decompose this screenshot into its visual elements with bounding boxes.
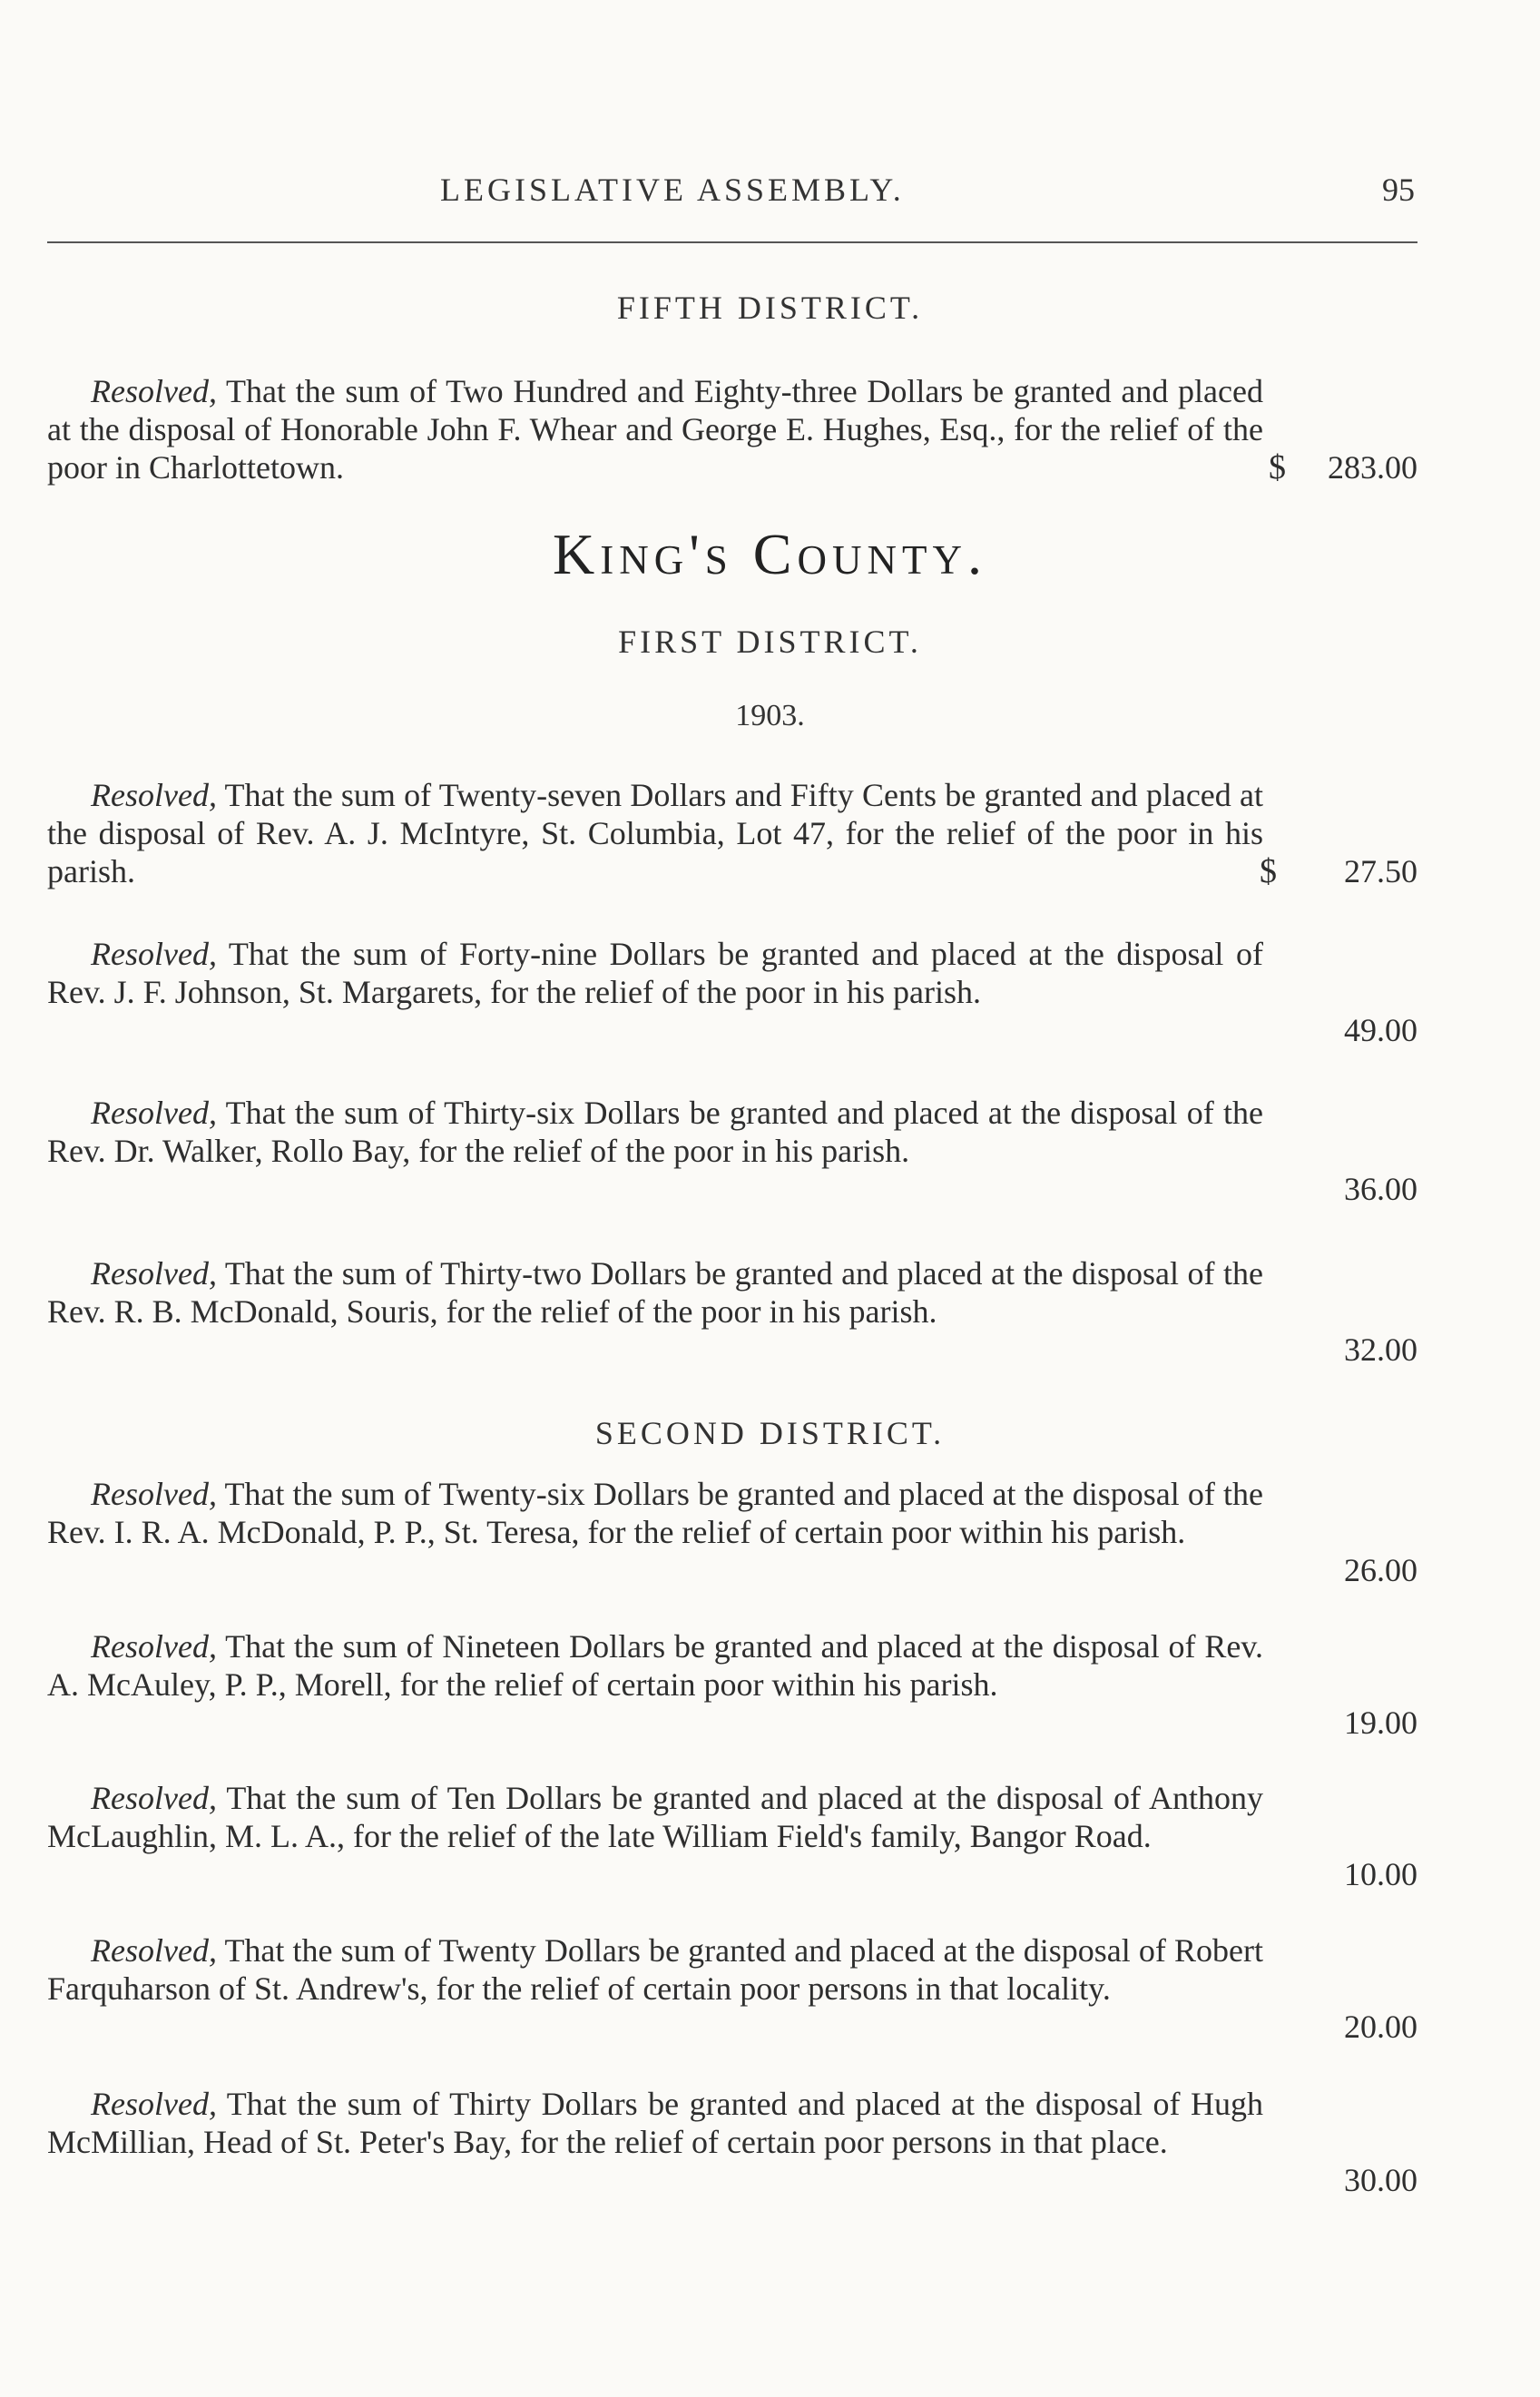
resolution-body: That the sum of Twenty-seven Dollars and Fifty Cents be granted and placed at the disposal of Rev. A. J. McIntyre, St. Columbia, Lot 47, for the relief of the poor in his parish.	[47, 777, 1263, 889]
dollar-sign: $	[1260, 852, 1277, 890]
resolution-body: That the sum of Two Hundred and Eighty-three Dollars be granted and placed at the disposal of Honorable John F. Whear and George E. Hughes, Esq., for the relief of the poor in Charlottetown.	[47, 373, 1263, 486]
amount: 27.50	[1344, 853, 1417, 889]
resolution-entry	[47, 1475, 1417, 1589]
second-district-heading: SECOND DISTRICT.	[594, 1415, 946, 1451]
amount: 10.00	[1344, 1856, 1417, 1892]
resolved-lead: Resolved,	[91, 777, 217, 813]
resolution-entry	[47, 776, 1417, 890]
resolution-text	[47, 935, 1263, 1011]
resolved-lead: Resolved,	[91, 1628, 217, 1665]
page-number: 95	[1382, 172, 1415, 208]
resolution-entry	[47, 1931, 1417, 2046]
resolution-text	[47, 1094, 1263, 1170]
resolved-lead: Resolved,	[91, 1095, 217, 1131]
resolution-text	[47, 1627, 1263, 1704]
amount: 19.00	[1344, 1704, 1417, 1741]
resolved-lead: Resolved,	[91, 1780, 217, 1816]
running-header	[0, 171, 1540, 216]
resolution-body: That the sum of Thirty-two Dollars be granted and placed at the disposal of the Rev. R. B. McDonald, Souris, for the relief of the poor in his parish.	[47, 1255, 1263, 1330]
resolution-entry	[47, 372, 1417, 486]
kings-county-heading: King's County.	[553, 522, 987, 586]
amount: 20.00	[1344, 2009, 1417, 2045]
dollar-sign: $	[1269, 448, 1286, 486]
resolution-entry	[47, 2085, 1417, 2199]
amount: 49.00	[1344, 1012, 1417, 1048]
resolved-lead: Resolved,	[91, 2086, 217, 2122]
resolution-body: That the sum of Twenty-six Dollars be granted and placed at the disposal of the Rev. I. R. A. McDonald, P. P., St. Teresa, for the relief of certain poor within his parish.	[47, 1476, 1263, 1550]
resolution-text	[47, 372, 1263, 486]
amount: 30.00	[1344, 2162, 1417, 2198]
resolution-body: That the sum of Thirty-six Dollars be granted and placed at the disposal of the Rev. Dr. Walker, Rollo Bay, for the relief of the poor in his parish.	[47, 1095, 1263, 1169]
resolution-body: That the sum of Nineteen Dollars be granted and placed at the disposal of Rev. A. McAuley, P. P., Morell, for the relief of certain poor within his parish.	[47, 1628, 1264, 1703]
resolved-lead: Resolved,	[91, 1255, 217, 1292]
amount: 36.00	[1344, 1171, 1417, 1207]
resolved-lead: Resolved,	[91, 936, 217, 972]
resolution-body: That the sum of Twenty Dollars be granted and placed at the disposal of Robert Farquharson of St. Andrew's, for the relief of certain poor persons in that locality.	[47, 1932, 1263, 2007]
amount: 32.00	[1344, 1331, 1417, 1368]
resolution-text	[47, 1254, 1263, 1331]
resolution-text	[47, 1931, 1263, 2008]
resolution-entry	[47, 1094, 1417, 1208]
resolution-entry	[47, 1254, 1417, 1369]
resolution-text	[47, 776, 1263, 890]
amount: 26.00	[1344, 1552, 1417, 1588]
year-heading: 1903.	[735, 699, 805, 732]
first-district-heading: FIRST DISTRICT.	[618, 624, 922, 660]
resolution-text	[47, 1779, 1263, 1855]
resolved-lead: Resolved,	[91, 1932, 217, 1969]
resolution-text	[47, 2085, 1263, 2161]
resolution-text	[47, 1475, 1263, 1551]
running-title: LEGISLATIVE ASSEMBLY.	[440, 172, 905, 208]
header-divider	[47, 241, 1417, 243]
fifth-district-heading: FIFTH DISTRICT.	[616, 290, 924, 326]
resolution-entry	[47, 1627, 1417, 1742]
resolution-entry	[47, 1779, 1417, 1893]
resolved-lead: Resolved,	[91, 1476, 217, 1512]
resolution-entry	[47, 935, 1417, 1049]
resolved-lead: Resolved,	[91, 373, 217, 409]
resolution-body: That the sum of Forty-nine Dollars be granted and placed at the disposal of Rev. J. F. Johnson, St. Margarets, for the relief of the poor in his parish.	[47, 936, 1263, 1010]
amount: 283.00	[1328, 449, 1417, 486]
resolution-body: That the sum of Thirty Dollars be granted and placed at the disposal of Hugh McMillian, Head of St. Peter's Bay, for the relief of certain poor persons in that place.	[47, 2086, 1263, 2160]
resolution-body: That the sum of Ten Dollars be granted and placed at the disposal of Anthony McLaughlin, M. L. A., for the relief of the late William Field's family, Bangor Road.	[47, 1780, 1263, 1854]
